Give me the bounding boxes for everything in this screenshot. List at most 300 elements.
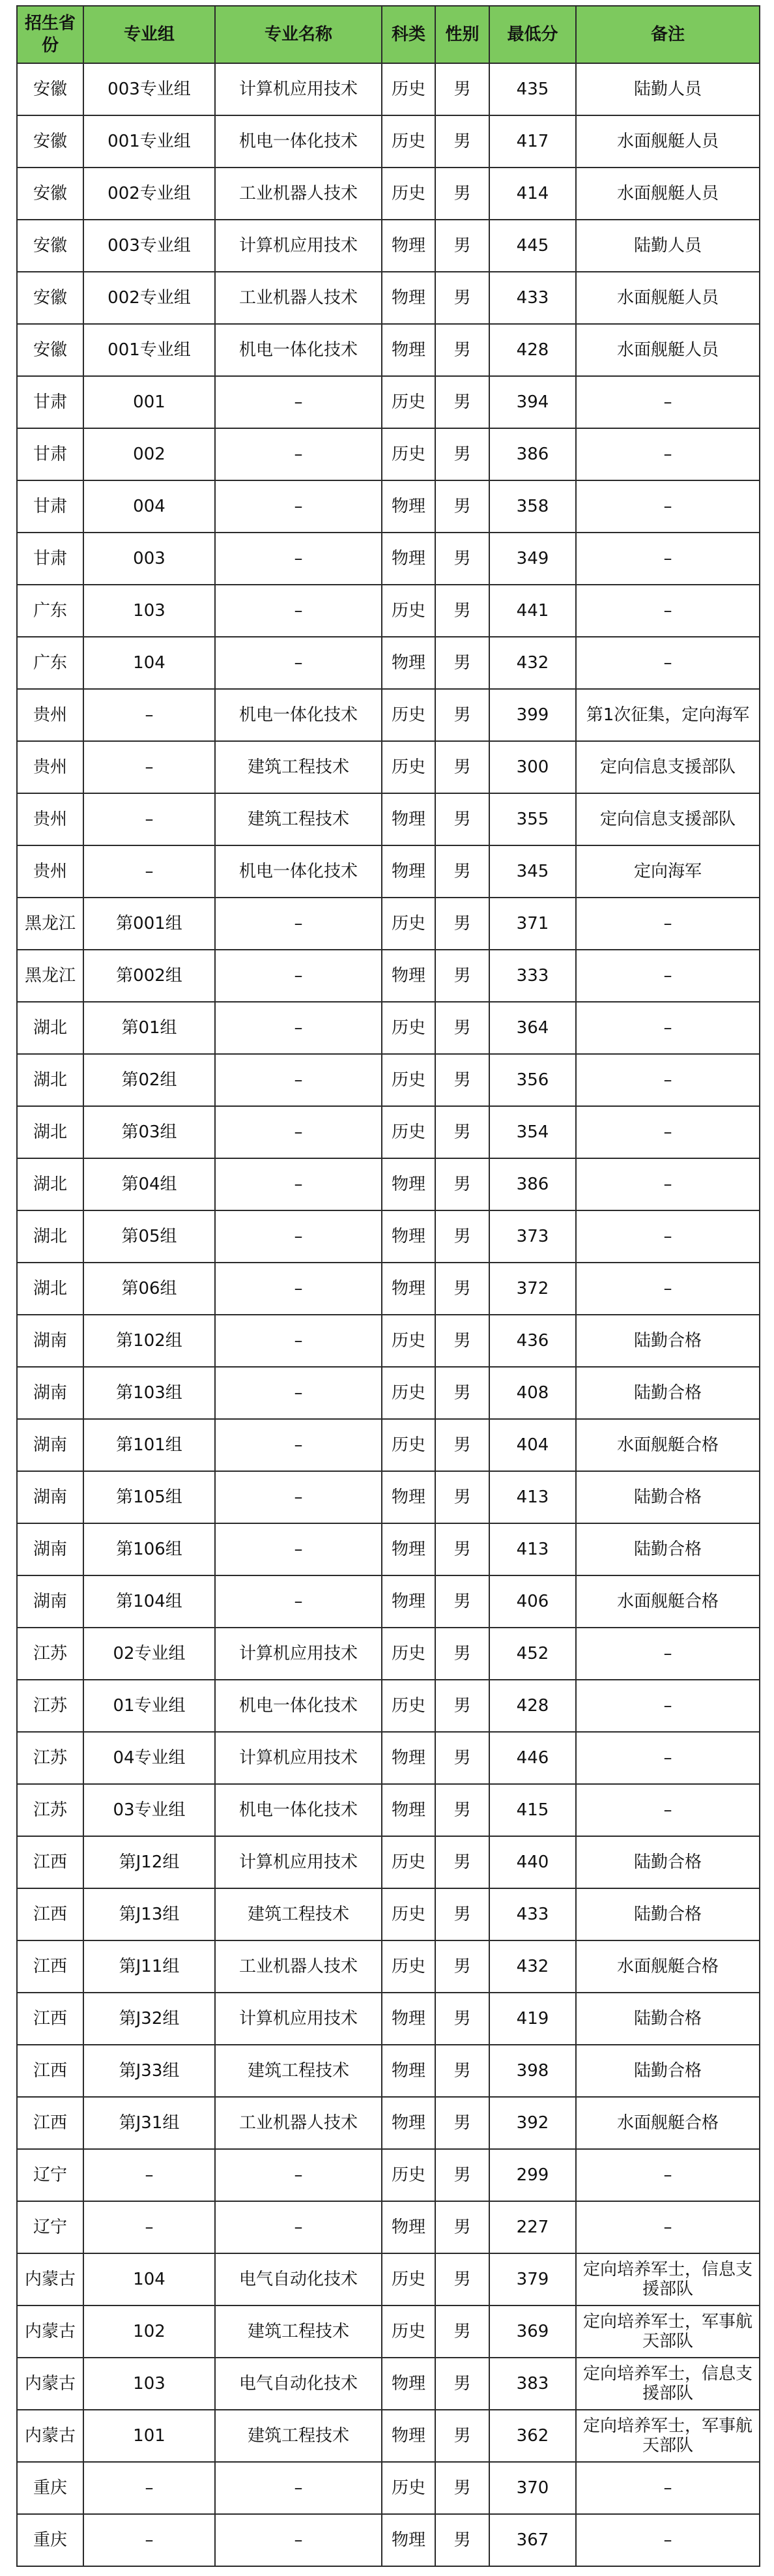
subject-type-cell: 物理 (382, 220, 435, 272)
major-name-cell: 计算机应用技术 (215, 1836, 382, 1888)
min-score-cell: 300 (489, 741, 576, 793)
province-cell: 内蒙古 (17, 2410, 83, 2462)
major-group-cell: 03专业组 (83, 1784, 215, 1836)
major-group-cell: 101 (83, 2410, 215, 2462)
min-score-cell: 413 (489, 1471, 576, 1523)
major-group-cell: 103 (83, 585, 215, 637)
remark-cell: 陆勤合格 (576, 1523, 760, 1575)
major-group-cell: 第101组 (83, 1419, 215, 1471)
major-name-cell: – (215, 1575, 382, 1628)
min-score-cell: 362 (489, 2410, 576, 2462)
remark-cell: – (576, 1263, 760, 1315)
province-cell: 江苏 (17, 1680, 83, 1732)
min-score-cell: 227 (489, 2201, 576, 2253)
table-row (17, 220, 760, 272)
gender-cell: 男 (435, 793, 489, 845)
table-row (17, 1210, 760, 1263)
subject-type-cell: 历史 (382, 115, 435, 168)
major-group-cell: – (83, 793, 215, 845)
min-score-cell: 419 (489, 1993, 576, 2045)
major-name-cell: – (215, 2201, 382, 2253)
subject-type-cell: 历史 (382, 741, 435, 793)
major-group-cell: 第J32组 (83, 1993, 215, 2045)
subject-type-cell: 物理 (382, 2514, 435, 2566)
gender-cell: 男 (435, 1523, 489, 1575)
major-group-cell: 02专业组 (83, 1628, 215, 1680)
min-score-cell: 406 (489, 1575, 576, 1628)
remark-cell: 陆勤合格 (576, 2045, 760, 2097)
subject-type-cell: 物理 (382, 1471, 435, 1523)
remark-cell: – (576, 1106, 760, 1158)
gender-cell: 男 (435, 950, 489, 1002)
subject-type-cell: 物理 (382, 1210, 435, 1263)
gender-cell: 男 (435, 1367, 489, 1419)
province-cell: 安徽 (17, 324, 83, 376)
min-score-cell: 428 (489, 324, 576, 376)
gender-cell: 男 (435, 2410, 489, 2462)
remark-cell: 水面舰艇人员 (576, 272, 760, 324)
subject-type-cell: 历史 (382, 689, 435, 741)
province-cell: 江西 (17, 1888, 83, 1940)
remark-cell: 水面舰艇人员 (576, 324, 760, 376)
major-name-cell: 工业机器人技术 (215, 1940, 382, 1993)
major-group-cell: 第01组 (83, 1002, 215, 1054)
subject-type-cell: 历史 (382, 1315, 435, 1367)
header-min-score: 最低分 (489, 6, 576, 63)
min-score-cell: 355 (489, 793, 576, 845)
major-group-cell: 001 (83, 376, 215, 428)
province-cell: 重庆 (17, 2514, 83, 2566)
min-score-cell: 394 (489, 376, 576, 428)
table-row (17, 1575, 760, 1628)
min-score-cell: 414 (489, 168, 576, 220)
min-score-cell: 379 (489, 2253, 576, 2305)
major-group-cell: 001专业组 (83, 115, 215, 168)
header-major-group: 专业组 (83, 6, 215, 63)
gender-cell: 男 (435, 63, 489, 115)
table-row (17, 2045, 760, 2097)
table-row (17, 1940, 760, 1993)
table-header (17, 6, 760, 63)
major-name-cell: 工业机器人技术 (215, 2097, 382, 2149)
remark-cell: 定向培养军士，军事航天部队 (576, 2305, 760, 2358)
gender-cell: 男 (435, 585, 489, 637)
remark-cell: 水面舰艇合格 (576, 2097, 760, 2149)
table-row (17, 689, 760, 741)
major-name-cell: – (215, 2514, 382, 2566)
major-name-cell: – (215, 1263, 382, 1315)
min-score-cell: 349 (489, 533, 576, 585)
subject-type-cell: 历史 (382, 376, 435, 428)
subject-type-cell: 物理 (382, 2410, 435, 2462)
province-cell: 安徽 (17, 272, 83, 324)
table-row (17, 1054, 760, 1106)
major-group-cell: 第105组 (83, 1471, 215, 1523)
major-group-cell: 003专业组 (83, 63, 215, 115)
min-score-cell: 417 (489, 115, 576, 168)
major-name-cell: 工业机器人技术 (215, 272, 382, 324)
major-group-cell: 第J11组 (83, 1940, 215, 1993)
major-group-cell: – (83, 2514, 215, 2566)
major-group-cell: 002专业组 (83, 272, 215, 324)
major-name-cell: – (215, 1106, 382, 1158)
table-body (17, 63, 760, 2566)
table-row (17, 585, 760, 637)
header-gender: 性别 (435, 6, 489, 63)
major-name-cell: 机电一体化技术 (215, 689, 382, 741)
major-name-cell: – (215, 585, 382, 637)
gender-cell: 男 (435, 428, 489, 480)
province-cell: 甘肃 (17, 480, 83, 533)
min-score-cell: 404 (489, 1419, 576, 1471)
major-name-cell: 机电一体化技术 (215, 115, 382, 168)
subject-type-cell: 历史 (382, 1054, 435, 1106)
header-subject-type: 科类 (382, 6, 435, 63)
major-name-cell: – (215, 533, 382, 585)
gender-cell: 男 (435, 1158, 489, 1210)
gender-cell: 男 (435, 1836, 489, 1888)
province-cell: 黑龙江 (17, 898, 83, 950)
min-score-cell: 356 (489, 1054, 576, 1106)
major-name-cell: – (215, 1367, 382, 1419)
remark-cell: – (576, 1054, 760, 1106)
major-name-cell: 电气自动化技术 (215, 2253, 382, 2305)
table-row (17, 480, 760, 533)
remark-cell: 陆勤合格 (576, 1471, 760, 1523)
header-province: 招生省份 (17, 6, 83, 63)
table-row (17, 2514, 760, 2566)
gender-cell: 男 (435, 845, 489, 898)
subject-type-cell: 历史 (382, 898, 435, 950)
major-name-cell: 建筑工程技术 (215, 2410, 382, 2462)
gender-cell: 男 (435, 324, 489, 376)
remark-cell: – (576, 585, 760, 637)
min-score-cell: 432 (489, 637, 576, 689)
min-score-cell: 358 (489, 480, 576, 533)
major-name-cell: 电气自动化技术 (215, 2358, 382, 2410)
table-row (17, 2462, 760, 2514)
table-row (17, 2305, 760, 2358)
gender-cell: 男 (435, 2201, 489, 2253)
major-group-cell: 第104组 (83, 1575, 215, 1628)
subject-type-cell: 物理 (382, 1575, 435, 1628)
province-cell: 湖南 (17, 1523, 83, 1575)
table-row (17, 1158, 760, 1210)
gender-cell: 男 (435, 1993, 489, 2045)
province-cell: 甘肃 (17, 428, 83, 480)
province-cell: 安徽 (17, 63, 83, 115)
province-cell: 湖北 (17, 1002, 83, 1054)
remark-cell: 定向信息支援部队 (576, 741, 760, 793)
table-row (17, 1784, 760, 1836)
remark-cell: 定向信息支援部队 (576, 793, 760, 845)
subject-type-cell: 历史 (382, 63, 435, 115)
min-score-cell: 373 (489, 1210, 576, 1263)
gender-cell: 男 (435, 1628, 489, 1680)
major-name-cell: 建筑工程技术 (215, 741, 382, 793)
major-group-cell: 第05组 (83, 1210, 215, 1263)
table-row (17, 1002, 760, 1054)
gender-cell: 男 (435, 741, 489, 793)
min-score-cell: 354 (489, 1106, 576, 1158)
major-group-cell: 104 (83, 2253, 215, 2305)
major-name-cell: 机电一体化技术 (215, 1680, 382, 1732)
table-row (17, 2149, 760, 2201)
remark-cell: 水面舰艇合格 (576, 1940, 760, 1993)
min-score-cell: 369 (489, 2305, 576, 2358)
province-cell: 黑龙江 (17, 950, 83, 1002)
remark-cell: 第1次征集，定向海军 (576, 689, 760, 741)
gender-cell: 男 (435, 637, 489, 689)
table-row (17, 428, 760, 480)
province-cell: 内蒙古 (17, 2253, 83, 2305)
subject-type-cell: 物理 (382, 272, 435, 324)
province-cell: 辽宁 (17, 2201, 83, 2253)
min-score-cell: 372 (489, 1263, 576, 1315)
subject-type-cell: 历史 (382, 1628, 435, 1680)
header-remark: 备注 (576, 6, 760, 63)
table-row (17, 950, 760, 1002)
subject-type-cell: 物理 (382, 637, 435, 689)
province-cell: 广东 (17, 637, 83, 689)
subject-type-cell: 物理 (382, 2358, 435, 2410)
gender-cell: 男 (435, 1732, 489, 1784)
major-group-cell: 第04组 (83, 1158, 215, 1210)
subject-type-cell: 历史 (382, 2305, 435, 2358)
major-group-cell: – (83, 845, 215, 898)
province-cell: 安徽 (17, 115, 83, 168)
major-name-cell: 机电一体化技术 (215, 1784, 382, 1836)
table-row (17, 324, 760, 376)
remark-cell: 水面舰艇人员 (576, 168, 760, 220)
gender-cell: 男 (435, 2358, 489, 2410)
remark-cell: – (576, 1732, 760, 1784)
remark-cell: – (576, 898, 760, 950)
province-cell: 湖南 (17, 1367, 83, 1419)
remark-cell: – (576, 480, 760, 533)
remark-cell: – (576, 376, 760, 428)
major-group-cell: – (83, 2149, 215, 2201)
province-cell: 江苏 (17, 1784, 83, 1836)
min-score-cell: 433 (489, 272, 576, 324)
major-name-cell: – (215, 1315, 382, 1367)
subject-type-cell: 物理 (382, 1993, 435, 2045)
subject-type-cell: 历史 (382, 1106, 435, 1158)
admission-score-table-container (16, 5, 759, 2567)
major-name-cell: – (215, 1054, 382, 1106)
major-name-cell: – (215, 1210, 382, 1263)
remark-cell: – (576, 1210, 760, 1263)
province-cell: 贵州 (17, 741, 83, 793)
gender-cell: 男 (435, 1210, 489, 1263)
gender-cell: 男 (435, 2149, 489, 2201)
gender-cell: 男 (435, 533, 489, 585)
province-cell: 贵州 (17, 793, 83, 845)
header-major-name: 专业名称 (215, 6, 382, 63)
major-name-cell: 建筑工程技术 (215, 793, 382, 845)
subject-type-cell: 历史 (382, 1419, 435, 1471)
major-group-cell: 102 (83, 2305, 215, 2358)
gender-cell: 男 (435, 1888, 489, 1940)
remark-cell: 陆勤合格 (576, 1836, 760, 1888)
table-row (17, 272, 760, 324)
major-name-cell: 计算机应用技术 (215, 1732, 382, 1784)
table-row (17, 63, 760, 115)
remark-cell: 陆勤合格 (576, 1315, 760, 1367)
remark-cell: – (576, 1680, 760, 1732)
min-score-cell: 445 (489, 220, 576, 272)
table-row (17, 1367, 760, 1419)
province-cell: 江西 (17, 2045, 83, 2097)
remark-cell: 水面舰艇合格 (576, 1419, 760, 1471)
major-group-cell: 004 (83, 480, 215, 533)
table-row (17, 1106, 760, 1158)
min-score-cell: 436 (489, 1315, 576, 1367)
remark-cell: – (576, 637, 760, 689)
province-cell: 内蒙古 (17, 2305, 83, 2358)
subject-type-cell: 历史 (382, 1888, 435, 1940)
major-name-cell: – (215, 1002, 382, 1054)
major-name-cell: 建筑工程技术 (215, 2045, 382, 2097)
major-name-cell: – (215, 428, 382, 480)
subject-type-cell: 历史 (382, 1002, 435, 1054)
major-group-cell: 第02组 (83, 1054, 215, 1106)
province-cell: 甘肃 (17, 533, 83, 585)
table-row (17, 1315, 760, 1367)
gender-cell: 男 (435, 1419, 489, 1471)
major-group-cell: 002专业组 (83, 168, 215, 220)
admission-score-table (16, 5, 760, 2567)
province-cell: 湖南 (17, 1575, 83, 1628)
remark-cell: – (576, 1628, 760, 1680)
gender-cell: 男 (435, 1784, 489, 1836)
major-group-cell: 第103组 (83, 1367, 215, 1419)
major-name-cell: – (215, 376, 382, 428)
subject-type-cell: 历史 (382, 1680, 435, 1732)
min-score-cell: 446 (489, 1732, 576, 1784)
min-score-cell: 399 (489, 689, 576, 741)
major-name-cell: 工业机器人技术 (215, 168, 382, 220)
table-row (17, 1471, 760, 1523)
province-cell: 湖北 (17, 1106, 83, 1158)
gender-cell: 男 (435, 1054, 489, 1106)
province-cell: 湖北 (17, 1054, 83, 1106)
min-score-cell: 370 (489, 2462, 576, 2514)
province-cell: 江西 (17, 1940, 83, 1993)
province-cell: 湖南 (17, 1315, 83, 1367)
subject-type-cell: 物理 (382, 480, 435, 533)
major-group-cell: 第03组 (83, 1106, 215, 1158)
table-row (17, 115, 760, 168)
major-name-cell: 建筑工程技术 (215, 2305, 382, 2358)
major-name-cell: – (215, 2149, 382, 2201)
min-score-cell: 415 (489, 1784, 576, 1836)
province-cell: 辽宁 (17, 2149, 83, 2201)
subject-type-cell: 物理 (382, 533, 435, 585)
major-name-cell: – (215, 637, 382, 689)
province-cell: 江西 (17, 1993, 83, 2045)
gender-cell: 男 (435, 1315, 489, 1367)
table-row (17, 637, 760, 689)
remark-cell: 定向培养军士，军事航天部队 (576, 2410, 760, 2462)
province-cell: 湖南 (17, 1419, 83, 1471)
major-name-cell: 计算机应用技术 (215, 1628, 382, 1680)
province-cell: 内蒙古 (17, 2358, 83, 2410)
min-score-cell: 433 (489, 1888, 576, 1940)
min-score-cell: 386 (489, 1158, 576, 1210)
min-score-cell: 435 (489, 63, 576, 115)
major-name-cell: 建筑工程技术 (215, 1888, 382, 1940)
major-group-cell: 第J12组 (83, 1836, 215, 1888)
subject-type-cell: 历史 (382, 1367, 435, 1419)
major-group-cell: 第001组 (83, 898, 215, 950)
province-cell: 湖北 (17, 1158, 83, 1210)
major-group-cell: 04专业组 (83, 1732, 215, 1784)
remark-cell: 陆勤人员 (576, 220, 760, 272)
subject-type-cell: 物理 (382, 793, 435, 845)
major-name-cell: – (215, 898, 382, 950)
major-name-cell: 计算机应用技术 (215, 220, 382, 272)
major-group-cell: – (83, 741, 215, 793)
major-group-cell: 第102组 (83, 1315, 215, 1367)
remark-cell: – (576, 1002, 760, 1054)
province-cell: 安徽 (17, 168, 83, 220)
gender-cell: 男 (435, 2514, 489, 2566)
remark-cell: – (576, 2149, 760, 2201)
major-group-cell: 第J31组 (83, 2097, 215, 2149)
table-row (17, 741, 760, 793)
province-cell: 湖北 (17, 1263, 83, 1315)
subject-type-cell: 物理 (382, 324, 435, 376)
table-row (17, 2358, 760, 2410)
table-row (17, 376, 760, 428)
subject-type-cell: 历史 (382, 1940, 435, 1993)
major-group-cell: 002 (83, 428, 215, 480)
min-score-cell: 383 (489, 2358, 576, 2410)
subject-type-cell: 历史 (382, 2462, 435, 2514)
min-score-cell: 398 (489, 2045, 576, 2097)
min-score-cell: 413 (489, 1523, 576, 1575)
major-group-cell: 第002组 (83, 950, 215, 1002)
major-group-cell: 第06组 (83, 1263, 215, 1315)
table-row (17, 1263, 760, 1315)
major-name-cell: 机电一体化技术 (215, 324, 382, 376)
major-group-cell: – (83, 2462, 215, 2514)
remark-cell: – (576, 533, 760, 585)
gender-cell: 男 (435, 689, 489, 741)
table-row (17, 533, 760, 585)
remark-cell: 陆勤人员 (576, 63, 760, 115)
gender-cell: 男 (435, 480, 489, 533)
major-name-cell: – (215, 1419, 382, 1471)
major-name-cell: 计算机应用技术 (215, 1993, 382, 2045)
major-group-cell: 01专业组 (83, 1680, 215, 1732)
gender-cell: 男 (435, 220, 489, 272)
subject-type-cell: 历史 (382, 2253, 435, 2305)
remark-cell: 定向培养军士，信息支援部队 (576, 2253, 760, 2305)
table-row (17, 1888, 760, 1940)
gender-cell: 男 (435, 1002, 489, 1054)
min-score-cell: 441 (489, 585, 576, 637)
table-row (17, 2201, 760, 2253)
table-row (17, 2410, 760, 2462)
subject-type-cell: 历史 (382, 1836, 435, 1888)
remark-cell: 水面舰艇人员 (576, 115, 760, 168)
major-group-cell: 001专业组 (83, 324, 215, 376)
remark-cell: – (576, 950, 760, 1002)
gender-cell: 男 (435, 1263, 489, 1315)
major-name-cell: – (215, 480, 382, 533)
